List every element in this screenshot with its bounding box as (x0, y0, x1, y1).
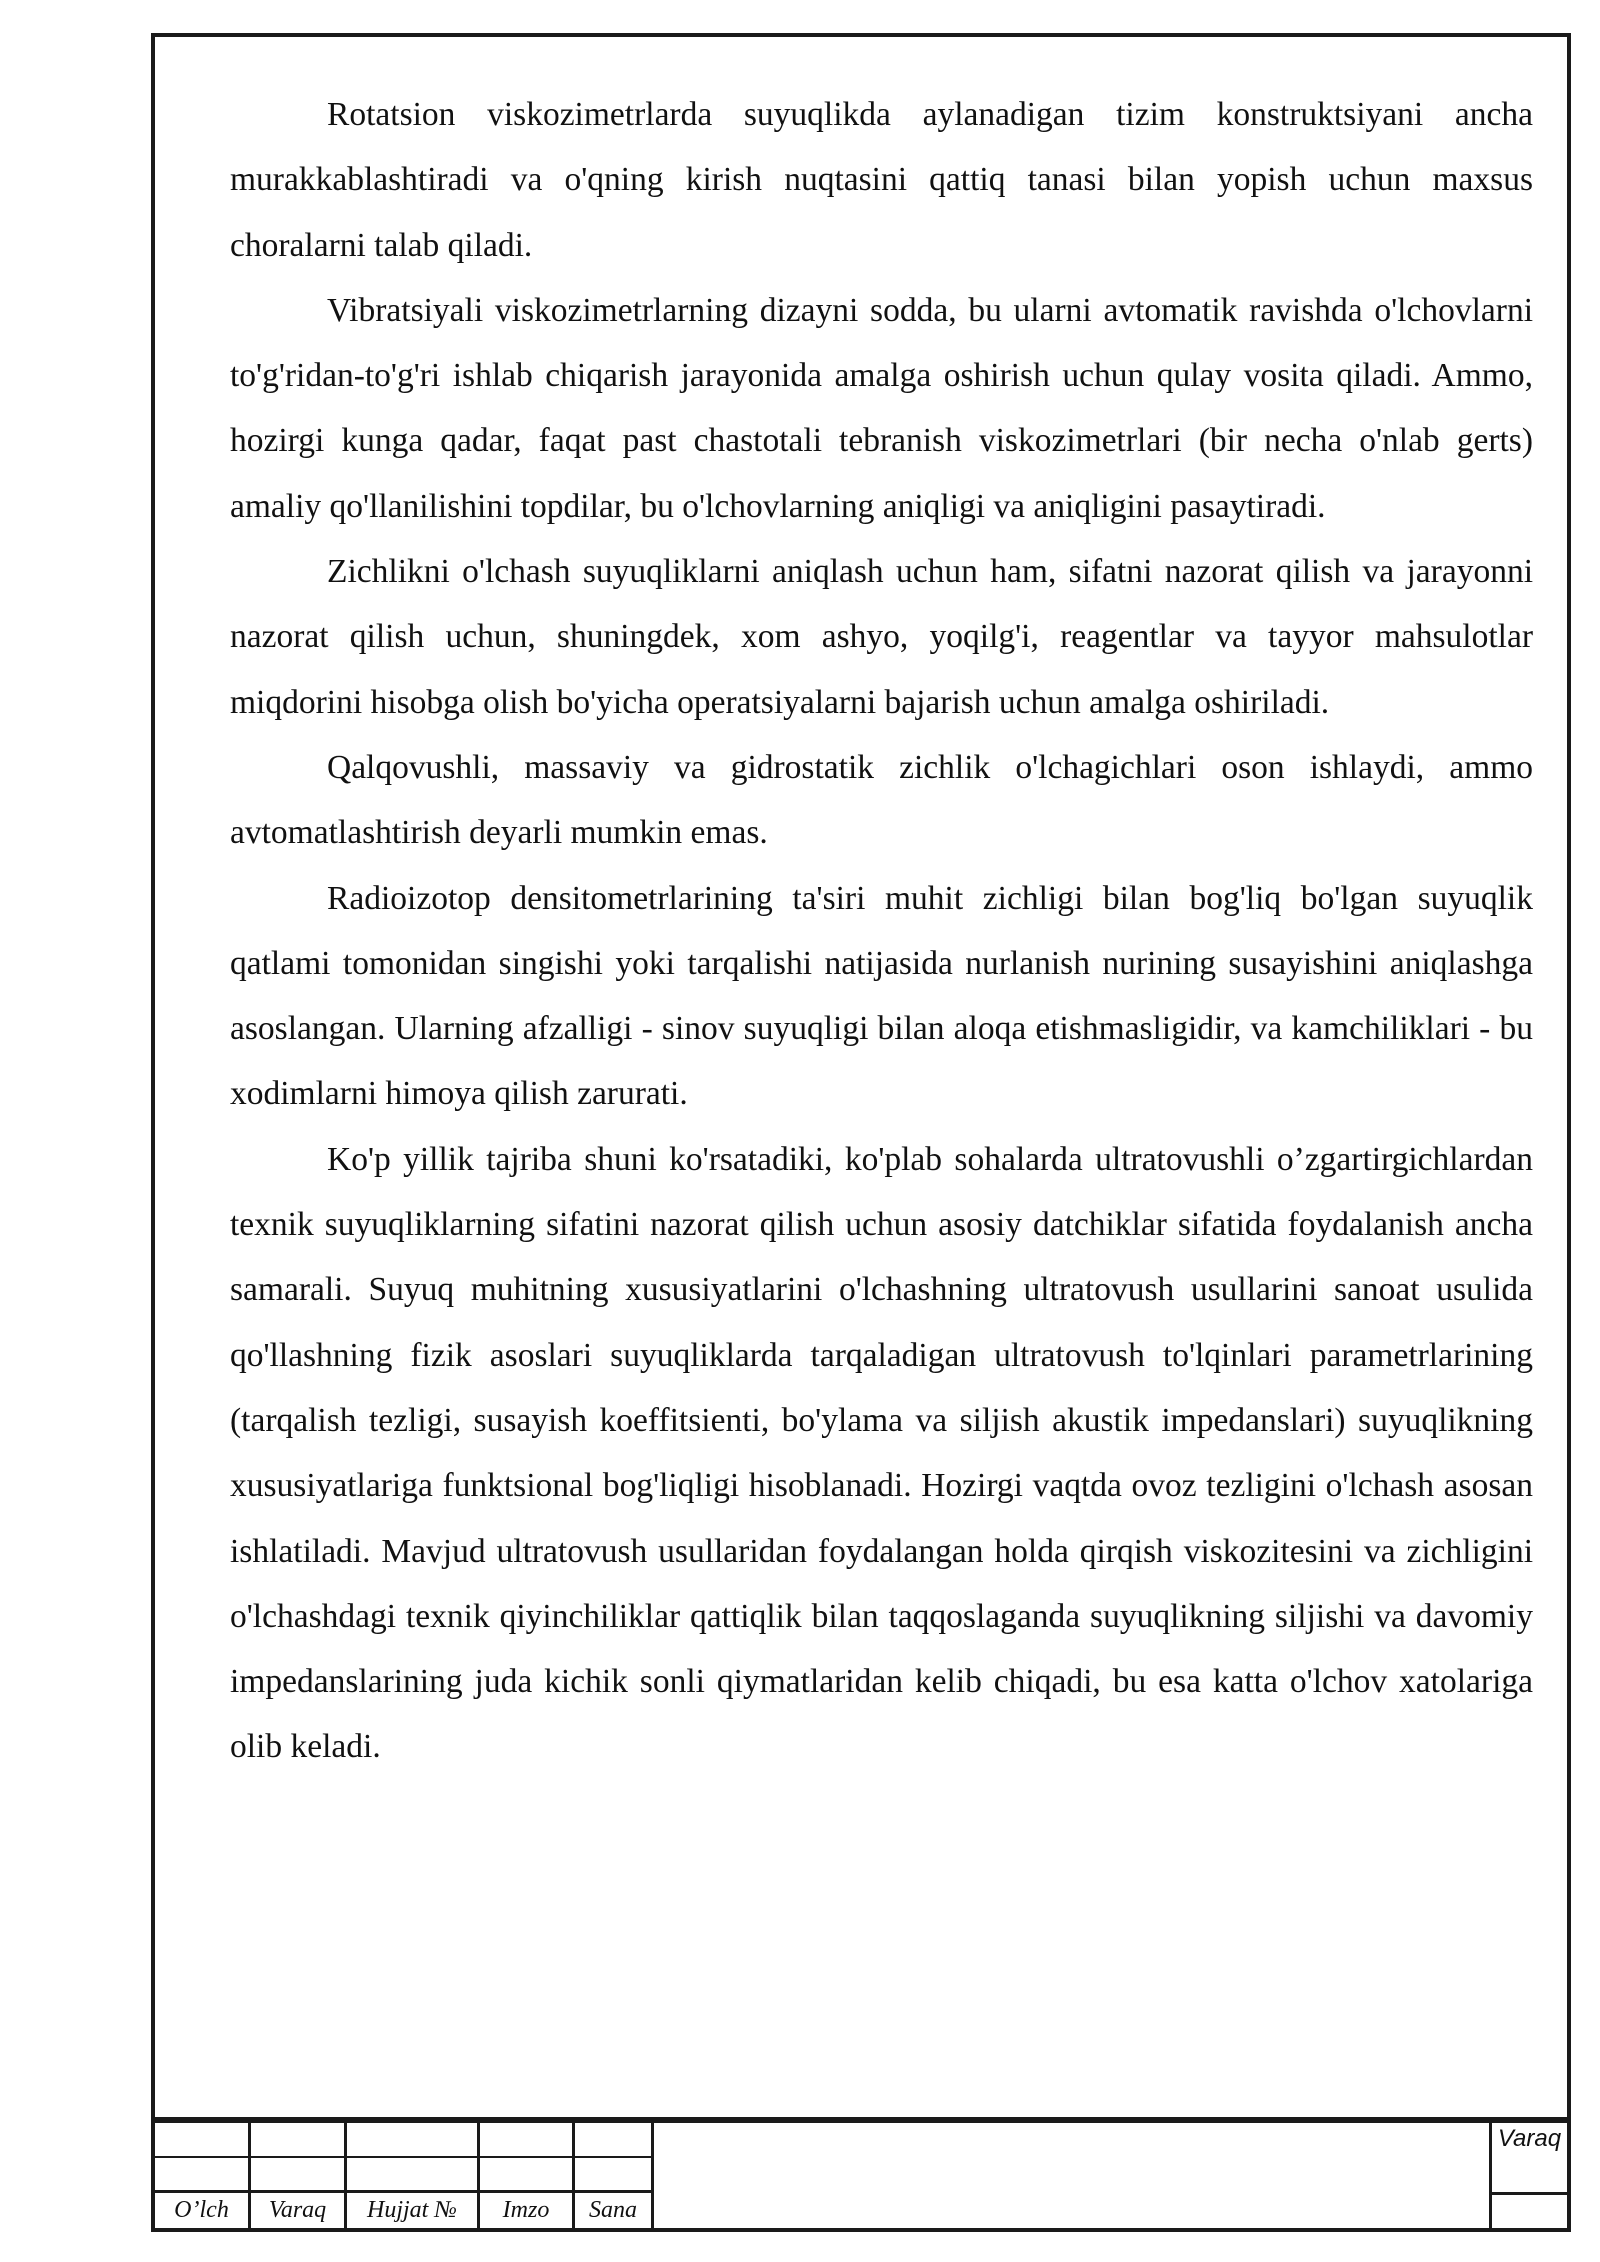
sheet-number-label: Varaq (1492, 2123, 1567, 2195)
column-header-varaq: Varaq (251, 2193, 347, 2228)
revision-cell (251, 2158, 347, 2193)
revision-cell (480, 2123, 575, 2158)
revision-cell (480, 2158, 575, 2193)
revision-cell (575, 2123, 654, 2158)
column-header-imzo: Imzo (480, 2193, 575, 2228)
paragraph-density-measurement: Zichlikni o'lchash suyuqliklarni aniqlash uchun ham, sifatni nazorat qilish va jarayonni nazorat qilish uchun, shuningdek, xom ashyo, yoqilg'i, reagentlar va tayyor mahsulotlar miqdorini hisobga olish bo'yicha operatsiyalarni bajarish uchun amalga oshiriladi. (230, 553, 1533, 721)
column-header-sana: Sana (575, 2193, 654, 2228)
paragraph-rotational-viscometers: Rotatsion viskozimetrlarda suyuqlikda aylanadigan tizim konstruktsiyani ancha murakkablashtiradi va o'qning kirish nuqtasini qattiq tanasi bilan yopish uchun maxsus choralarni talab qiladi. (230, 96, 1533, 264)
revision-cell (347, 2158, 480, 2193)
revision-table (155, 2123, 654, 2228)
sheet-number-box (1489, 2123, 1567, 2228)
paragraph-ultrasonic-transducers: Ko'p yillik tajriba shuni ko'rsatadiki, ko'plab sohalarda ultratovushli o’zgartirgichlardan texnik suyuqliklarning sifatini nazorat qilish uchun asosiy datchiklar sifatida foydalanish ancha samarali. Suyuq muhitning xususiyatlarini o'lchashning ultratovush usullarini sanoat usulida qo'llashning fizik asoslari suyuqliklarda tarqaladigan ultratovush to'lqinlari parametrlarining (tarqalish tezligi, susayish koeffitsienti, bo'ylama va siljish akustik impedanslari) suyuqlikning xususiyatlariga funktsional bog'liqligi hisoblanadi. Hozirgi vaqtda ovoz tezligini o'lchash asosan ishlatiladi. Mavjud ultratovush usullaridan foydalangan holda qirqish viskozitesini va zichligini o'lchashdagi texnik qiyinchiliklar qattiqlik bilan taqqoslaganda suyuqlikning siljishi va davomiy impedanslarining juda kichik sonli qiymatlaridan kelib chiqadi, bu esa katta o'lchov xatolariga olib keladi. (230, 1140, 1533, 1766)
column-header-hujjat: Hujjat № (347, 2193, 480, 2228)
paragraph-radioisotope-densitometers: Radioizotop densitometrlarining ta'siri muhit zichligi bilan bog'liq bo'lgan suyuqlik qatlami tomonidan singishi yoki tarqalishi natijasida nurlanish nurining susayishini aniqlashga asoslangan. Ularning afzalligi - sinov suyuqligi bilan aloqa etishmasligidir, va kamchiliklari - bu xodimlarni himoya qilish zarurati. (230, 879, 1533, 1113)
revision-cell (347, 2123, 480, 2158)
document-body (230, 82, 1533, 1780)
column-header-olch: O’lch (155, 2193, 251, 2228)
revision-cell (155, 2158, 251, 2193)
sheet-number-value (1492, 2195, 1567, 2225)
revision-cell (155, 2123, 251, 2158)
revision-cell (575, 2158, 654, 2193)
paragraph-float-density-meters: Qalqovushli, massaviy va gidrostatik zichlik o'lchagichlari oson ishlaydi, ammo avtomatlashtirish deyarli mumkin emas. (230, 748, 1533, 852)
title-block (151, 2119, 1571, 2232)
paragraph-vibration-viscometers: Vibratsiyali viskozimetrlarning dizayni sodda, bu ularni avtomatik ravishda o'lchovlarni to'g'ridan-to'g'ri ishlab chiqarish jarayonida amalga oshirish uchun qulay vosita qiladi. Ammo, hozirgi kunga qadar, faqat past chastotali tebranish viskozimetrlari (bir necha o'nlab gerts) amaliy qo'llanilishini topdilar, bu o'lchovlarning aniqligi va aniqligini pasaytiradi. (230, 291, 1533, 525)
revision-cell (251, 2123, 347, 2158)
